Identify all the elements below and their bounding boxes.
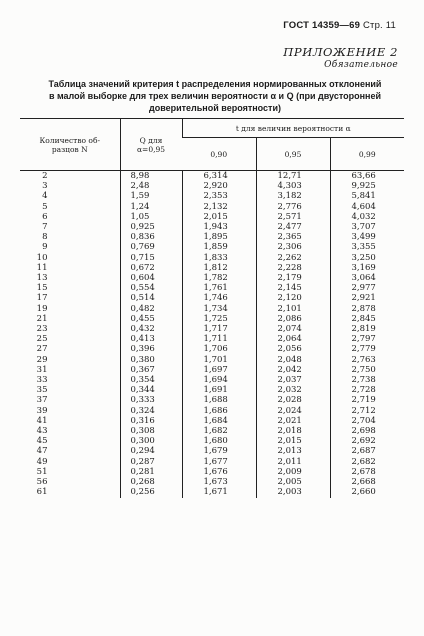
cell-t-099: 2,779 <box>330 344 404 354</box>
cell-t-095: 2,018 <box>256 426 330 436</box>
cell-q: 0,324 <box>120 406 182 416</box>
cell-q: 0,380 <box>120 355 182 365</box>
cell-n: 23 <box>36 324 48 335</box>
cell-n: 51 <box>36 466 48 477</box>
table-title-line: в малой выборке для трех величин вероятности α и Q (при двусторонней <box>48 91 382 101</box>
cell-q: 0,672 <box>120 263 182 273</box>
cell-t-095: 4,303 <box>256 181 330 191</box>
table-row <box>20 273 404 283</box>
cell-t-090: 2,353 <box>182 191 256 201</box>
cell-t-095: 2,776 <box>256 202 330 212</box>
cell-t-090: 1,812 <box>182 263 256 273</box>
cell-t-095: 2,013 <box>256 446 330 456</box>
cell-q: 0,268 <box>120 477 182 487</box>
table-row <box>20 191 404 201</box>
cell-t-095: 2,015 <box>256 436 330 446</box>
cell-q: 0,256 <box>120 487 182 497</box>
cell-t-099: 4,604 <box>330 202 404 212</box>
table-row <box>20 365 404 375</box>
cell-n: 21 <box>36 313 48 324</box>
cell-t-090: 6,314 <box>182 171 256 182</box>
cell-t-090: 1,676 <box>182 467 256 477</box>
cell-t-099: 2,845 <box>330 314 404 324</box>
column-header-p: 0,95 <box>256 138 330 171</box>
cell-n: 13 <box>36 273 48 284</box>
column-header-p: 0,99 <box>330 138 404 171</box>
cell-t-099: 3,499 <box>330 232 404 242</box>
cell-n: 4 <box>42 191 48 202</box>
cell-n: 39 <box>36 405 48 416</box>
table-row <box>20 457 404 467</box>
cell-t-090: 1,895 <box>182 232 256 242</box>
column-header-q-line: α=0,95 <box>136 144 166 154</box>
cell-q: 0,604 <box>120 273 182 283</box>
cell-t-090: 1,697 <box>182 365 256 375</box>
cell-n: 37 <box>36 395 48 406</box>
cell-t-099: 2,750 <box>330 365 404 375</box>
cell-t-099: 2,704 <box>330 416 404 426</box>
cell-n: 47 <box>36 446 48 457</box>
standard-number: ГОСТ 14359—69 <box>283 20 361 31</box>
column-group-header-t: t для величин вероятности α <box>182 119 404 138</box>
cell-n: 8 <box>42 232 48 243</box>
cell-t-090: 1,734 <box>182 304 256 314</box>
cell-t-090: 1,682 <box>182 426 256 436</box>
table-row <box>20 263 404 273</box>
cell-t-099: 2,797 <box>330 334 404 344</box>
table-row <box>20 467 404 477</box>
cell-n: 19 <box>36 303 48 314</box>
cell-t-099: 2,668 <box>330 477 404 487</box>
cell-q: 0,354 <box>120 375 182 385</box>
cell-t-095: 2,042 <box>256 365 330 375</box>
cell-t-095: 2,477 <box>256 222 330 232</box>
table-row <box>20 477 404 487</box>
cell-n: 5 <box>42 201 48 212</box>
table-row <box>20 416 404 426</box>
cell-t-099: 2,921 <box>330 293 404 303</box>
cell-q: 0,925 <box>120 222 182 232</box>
cell-t-099: 3,064 <box>330 273 404 283</box>
page-header <box>283 20 396 31</box>
table-row <box>20 242 404 252</box>
t-criterion-table <box>20 118 404 498</box>
table-row <box>20 334 404 344</box>
cell-t-095: 2,145 <box>256 283 330 293</box>
table-row <box>20 426 404 436</box>
table-body <box>20 171 404 498</box>
cell-t-099: 9,925 <box>330 181 404 191</box>
cell-t-090: 1,677 <box>182 457 256 467</box>
table-row <box>20 293 404 303</box>
cell-q: 0,482 <box>120 304 182 314</box>
table-row <box>20 304 404 314</box>
cell-t-090: 1,711 <box>182 334 256 344</box>
cell-t-095: 2,024 <box>256 406 330 416</box>
cell-t-095: 2,064 <box>256 334 330 344</box>
cell-t-090: 1,694 <box>182 375 256 385</box>
table-row <box>20 344 404 354</box>
table-row <box>20 436 404 446</box>
table-row <box>20 181 404 191</box>
cell-n: 41 <box>36 415 48 426</box>
cell-q: 0,316 <box>120 416 182 426</box>
cell-t-099: 3,355 <box>330 242 404 252</box>
cell-q: 0,396 <box>120 344 182 354</box>
cell-t-095: 2,074 <box>256 324 330 334</box>
page-number: Стр. 11 <box>362 20 396 31</box>
cell-t-095: 2,009 <box>256 467 330 477</box>
table-row <box>20 222 404 232</box>
cell-t-090: 1,859 <box>182 242 256 252</box>
cell-t-090: 1,686 <box>182 406 256 416</box>
cell-q: 0,294 <box>120 446 182 456</box>
cell-t-099: 2,712 <box>330 406 404 416</box>
cell-t-095: 2,056 <box>256 344 330 354</box>
cell-t-095: 2,028 <box>256 395 330 405</box>
table-row <box>20 375 404 385</box>
cell-n: 27 <box>36 344 48 355</box>
cell-t-099: 3,707 <box>330 222 404 232</box>
cell-t-090: 1,680 <box>182 436 256 446</box>
cell-t-090: 1,706 <box>182 344 256 354</box>
table-row <box>20 232 404 242</box>
cell-t-095: 12,71 <box>256 171 330 182</box>
cell-t-099: 2,719 <box>330 395 404 405</box>
table-row <box>20 283 404 293</box>
cell-t-099: 2,678 <box>330 467 404 477</box>
table-row <box>20 355 404 365</box>
cell-n: 2 <box>42 171 48 181</box>
cell-t-090: 1,782 <box>182 273 256 283</box>
column-header-p: 0,90 <box>182 138 256 171</box>
cell-t-090: 1,761 <box>182 283 256 293</box>
cell-t-099: 4,032 <box>330 212 404 222</box>
appendix-title: ПРИЛОЖЕНИЕ 2 <box>283 45 398 59</box>
cell-q: 0,367 <box>120 365 182 375</box>
table-row <box>20 324 404 334</box>
cell-q: 1,05 <box>120 212 182 222</box>
cell-n: 3 <box>42 181 48 192</box>
cell-n: 33 <box>36 375 48 386</box>
cell-t-090: 2,920 <box>182 181 256 191</box>
table-title <box>30 78 400 114</box>
table-row <box>20 253 404 263</box>
cell-n: 11 <box>36 262 48 273</box>
cell-q: 0,455 <box>120 314 182 324</box>
cell-n: 17 <box>36 293 48 304</box>
column-header-n <box>20 119 120 171</box>
table-row <box>20 395 404 405</box>
cell-t-095: 2,179 <box>256 273 330 283</box>
cell-t-095: 2,228 <box>256 263 330 273</box>
cell-t-095: 2,306 <box>256 242 330 252</box>
cell-q: 1,24 <box>120 202 182 212</box>
cell-t-099: 5,841 <box>330 191 404 201</box>
cell-n: 9 <box>42 242 48 253</box>
table-row <box>20 171 404 182</box>
cell-t-090: 1,943 <box>182 222 256 232</box>
cell-n: 35 <box>36 385 48 396</box>
cell-n: 61 <box>36 487 48 498</box>
cell-t-095: 2,262 <box>256 253 330 263</box>
cell-q: 2,48 <box>120 181 182 191</box>
cell-t-095: 2,571 <box>256 212 330 222</box>
column-header-n-line: Количество об- <box>39 135 101 145</box>
cell-t-090: 1,671 <box>182 487 256 497</box>
cell-t-090: 1,679 <box>182 446 256 456</box>
cell-n: 29 <box>36 354 48 365</box>
cell-n: 25 <box>36 334 48 345</box>
table-title-line: Таблица значений критерия t распределения нормированных отклонений <box>48 79 382 89</box>
cell-t-099: 3,250 <box>330 253 404 263</box>
table-title-line: доверительной вероятности) <box>148 103 281 113</box>
cell-t-095: 3,182 <box>256 191 330 201</box>
cell-t-099: 3,169 <box>330 263 404 273</box>
cell-q: 0,769 <box>120 242 182 252</box>
cell-t-099: 63,66 <box>330 171 404 182</box>
column-header-q <box>120 119 182 171</box>
cell-t-099: 2,687 <box>330 446 404 456</box>
cell-q: 0,432 <box>120 324 182 334</box>
cell-t-095: 2,120 <box>256 293 330 303</box>
cell-t-099: 2,692 <box>330 436 404 446</box>
cell-t-095: 2,032 <box>256 385 330 395</box>
cell-t-090: 1,701 <box>182 355 256 365</box>
cell-q: 0,300 <box>120 436 182 446</box>
table-row <box>20 446 404 456</box>
cell-n: 31 <box>36 364 48 375</box>
cell-t-099: 2,698 <box>330 426 404 436</box>
cell-q: 0,413 <box>120 334 182 344</box>
table-row <box>20 314 404 324</box>
cell-t-099: 2,682 <box>330 457 404 467</box>
cell-n: 15 <box>36 283 48 294</box>
cell-t-095: 2,101 <box>256 304 330 314</box>
cell-q: 0,308 <box>120 426 182 436</box>
column-header-n-line: разцов N <box>51 144 88 154</box>
cell-t-090: 2,132 <box>182 202 256 212</box>
cell-t-090: 1,673 <box>182 477 256 487</box>
cell-t-099: 2,738 <box>330 375 404 385</box>
cell-q: 0,281 <box>120 467 182 477</box>
appendix-subtitle: Обязательное <box>324 60 398 70</box>
cell-n: 49 <box>36 456 48 467</box>
cell-t-090: 1,746 <box>182 293 256 303</box>
cell-t-099: 2,878 <box>330 304 404 314</box>
cell-t-090: 1,833 <box>182 253 256 263</box>
cell-n: 43 <box>36 426 48 437</box>
cell-q: 0,715 <box>120 253 182 263</box>
cell-t-095: 2,365 <box>256 232 330 242</box>
cell-t-099: 2,977 <box>330 283 404 293</box>
cell-t-099: 2,660 <box>330 487 404 497</box>
cell-q: 0,287 <box>120 457 182 467</box>
cell-q: 0,836 <box>120 232 182 242</box>
appendix-label <box>283 46 398 72</box>
cell-q: 0,514 <box>120 293 182 303</box>
cell-t-095: 2,005 <box>256 477 330 487</box>
cell-n: 7 <box>42 222 48 233</box>
cell-t-090: 1,684 <box>182 416 256 426</box>
cell-t-090: 1,725 <box>182 314 256 324</box>
table-row <box>20 406 404 416</box>
table-row <box>20 487 404 497</box>
cell-n: 6 <box>42 211 48 222</box>
cell-q: 8,98 <box>120 171 182 182</box>
table-row <box>20 202 404 212</box>
cell-n: 56 <box>36 477 48 488</box>
table-row <box>20 212 404 222</box>
cell-q: 0,554 <box>120 283 182 293</box>
table-row <box>20 385 404 395</box>
cell-q: 0,333 <box>120 395 182 405</box>
cell-t-090: 1,691 <box>182 385 256 395</box>
cell-n: 45 <box>36 436 48 447</box>
cell-n: 10 <box>36 252 48 263</box>
cell-t-099: 2,819 <box>330 324 404 334</box>
cell-t-090: 2,015 <box>182 212 256 222</box>
cell-t-095: 2,011 <box>256 457 330 467</box>
cell-t-095: 2,048 <box>256 355 330 365</box>
column-header-q-line: Q для <box>139 135 163 145</box>
cell-t-099: 2,728 <box>330 385 404 395</box>
cell-q: 0,344 <box>120 385 182 395</box>
cell-t-099: 2,763 <box>330 355 404 365</box>
cell-t-095: 2,021 <box>256 416 330 426</box>
cell-t-090: 1,717 <box>182 324 256 334</box>
cell-t-095: 2,003 <box>256 487 330 497</box>
cell-t-095: 2,037 <box>256 375 330 385</box>
cell-t-095: 2,086 <box>256 314 330 324</box>
cell-q: 1,59 <box>120 191 182 201</box>
cell-t-090: 1,688 <box>182 395 256 405</box>
